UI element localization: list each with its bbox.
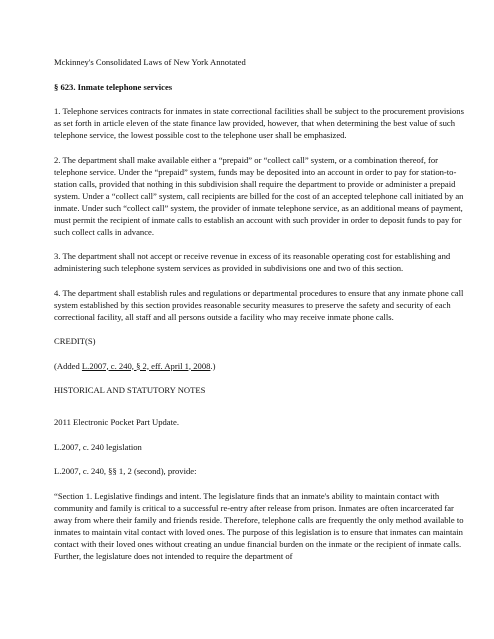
- section-heading: § 623. Inmate telephone services: [54, 81, 173, 92]
- source-title: Mckinney's Consolidated Laws of New York Annotated: [54, 57, 246, 67]
- credits-suffix: .): [210, 360, 216, 371]
- document-body: [54, 56, 466, 574]
- credits-link[interactable]: L.2007, c. 240, § 2, eff. April 1, 2008: [81, 360, 211, 371]
- paragraph-1: 1. Telephone services contracts for inmates in state correctional facilities shall be subject to the procurement provisions as set forth in article eleven of the state finance law provided, however, that when determining the best value of such telephone service, the lowest possible cost to the telephone user shall be emphasized.: [54, 106, 464, 140]
- law-citation: L.2007, c. 240 legislation: [54, 441, 142, 452]
- law-provision: L.2007, c. 240, §§ 1, 2 (second), provide:: [54, 466, 197, 476]
- legislative-findings: “Section 1. Legislative findings and intent. The legislature finds that an inmate's ability to maintain contact with community and family is critical to a successful re-entry after release from prison. Inmates are often incarcerated far away from where their family and friends reside. Therefore, telephone calls are frequently the only method available to inmates to maintain vital contact with loved ones. The purpose of this legislation is to ensure that inmates can maintain contact with their loved ones without creating an undue financial burden on the inmate or the recipient of inmate calls. Further, the legislature does not intended to require the department of: [54, 490, 464, 561]
- notes-heading: HISTORICAL AND STATUTORY NOTES: [54, 385, 206, 395]
- paragraph-3: 3. The department shall not accept or receive revenue in excess of its reasonable operating cost for establishing and administering such telephone system services as provided in subdivisions one and two of this section.: [54, 251, 451, 273]
- paragraph-2: 2. The department shall make available either a “prepaid” or “collect call” system, or a combination thereof, for telephone service. Under the “prepaid” system, funds may be deposited into an account in order to pay for station-to-station calls, provided that nothing in this subdivision shall require the department to provide or administer a prepaid system. Under a “collect call” system, call recipients are billed for the cost of an accepted telephone call initiated by an inmate. Under such “collect call” system, the provider of inmate telephone service, as an additional means of payment, must permit the recipient of inmate calls to establish an account with such provider in order to deposit funds to pay for such collect calls in advance.: [54, 154, 464, 237]
- credits-prefix: (Added: [54, 360, 82, 371]
- update-line: 2011 Electronic Pocket Part Update.: [54, 417, 179, 427]
- paragraph-4: 4. The department shall establish rules and regulations or departmental procedures to ensure that any inmate phone call system established by this section provides reasonable security measures to preserve the safety and security of each correctional facility, all staff and all persons outside a facility who may receive inmate phone calls.: [54, 287, 464, 322]
- credits-heading: CREDIT(S): [54, 336, 96, 346]
- credits-line: [54, 360, 466, 372]
